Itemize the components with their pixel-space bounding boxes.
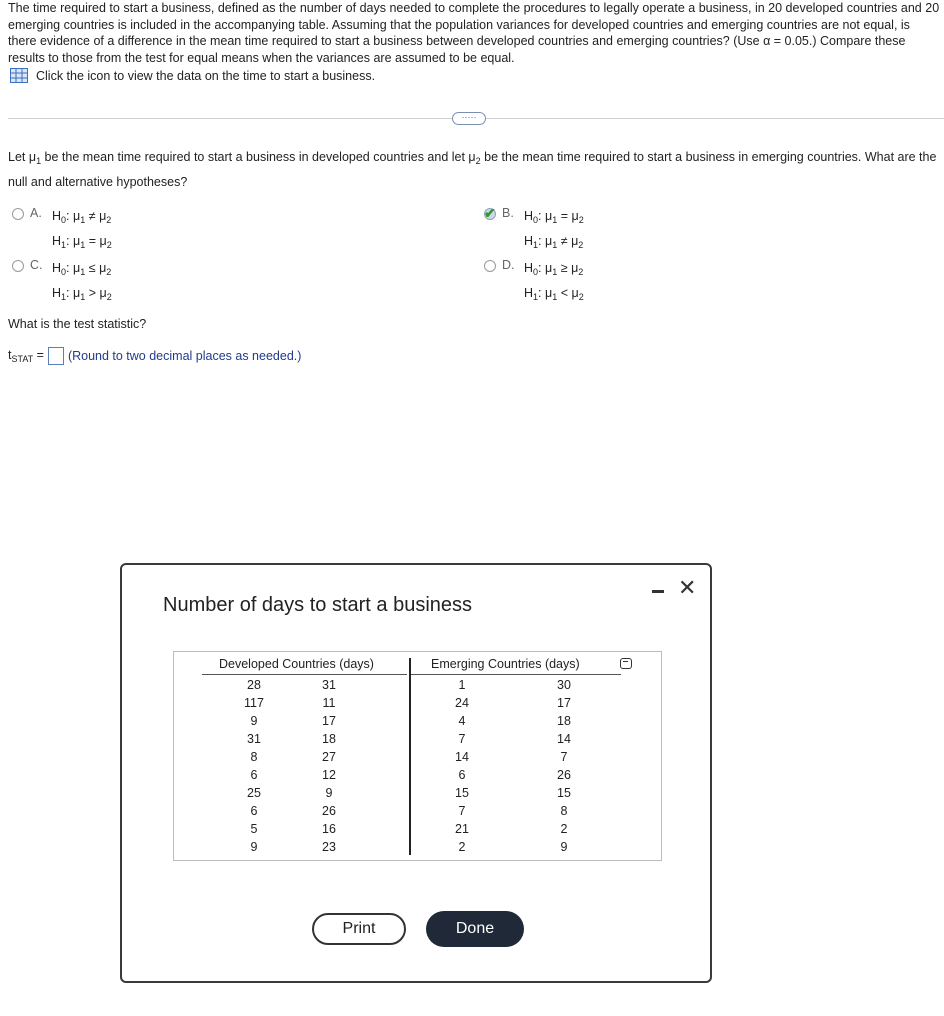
option-b-h0: $H_0$: $\mu_1 = \mu_2$ — [524, 209, 584, 225]
table-cell: 1 — [458, 678, 466, 692]
table-cell: 16 — [322, 822, 336, 836]
table-cell: 23 — [322, 840, 336, 854]
option-a-h0: $H_0$: $\mu_1 \ne \mu_2$ — [52, 209, 112, 225]
table-cell: 30 — [557, 678, 571, 692]
option-b-h1: $H_1$: $\mu_1 \ne \mu_2$ — [524, 234, 584, 250]
emerging-col-1 — [442, 676, 482, 856]
table-cell: 117 — [244, 696, 264, 710]
tstat-label: $t_{STAT}$ = — [8, 348, 44, 364]
table-cell: 14 — [455, 750, 469, 764]
option-c-h1: $H_1$: $\mu_1 > \mu_2$ — [52, 286, 112, 302]
table-cell: 26 — [557, 768, 571, 782]
developed-col-2 — [309, 676, 349, 856]
table-cell: 31 — [247, 732, 261, 746]
table-cell: 8 — [560, 804, 568, 818]
test-statistic-question: What is the test statistic? — [8, 317, 147, 331]
table-cell: 14 — [557, 732, 571, 746]
table-cell: 21 — [455, 822, 469, 836]
table-cell: 6 — [250, 804, 258, 818]
table-cell: 9 — [560, 840, 568, 854]
option-a[interactable]: A. $H_0$: $\mu_1 \ne \mu_2$ $H_1$: $\mu_1 = \mu_2$ — [12, 206, 112, 256]
table-cell: 2 — [458, 840, 466, 854]
table-cell: 7 — [560, 750, 568, 764]
table-cell: 6 — [458, 768, 466, 782]
minimize-icon — [652, 590, 664, 593]
dialog-title: Number of days to start a business — [163, 594, 473, 616]
tstat-row — [8, 347, 301, 365]
header-emerging: Emerging Countries (days) — [431, 657, 580, 671]
print-button[interactable]: Print — [312, 913, 406, 945]
table-cell: 17 — [322, 714, 336, 728]
table-cell: 11 — [322, 696, 336, 710]
table-cell: 7 — [458, 804, 466, 818]
table-cell: 31 — [322, 678, 336, 692]
data-link[interactable] — [10, 68, 375, 83]
minimize-button[interactable] — [650, 582, 666, 598]
tstat-input[interactable] — [48, 347, 64, 365]
table-cell: 8 — [250, 750, 258, 764]
option-b[interactable]: ✔ B. $H_0$: $\mu_1 = \mu_2$ $H_1$: $\mu_1 \ne \mu_2$ — [484, 206, 584, 256]
table-cell: 5 — [250, 822, 258, 836]
table-icon[interactable] — [10, 68, 28, 83]
option-d[interactable]: D. $H_0$: $\mu_1 \ge \mu_2$ $H_1$: $\mu_1 < \mu_2$ — [484, 258, 584, 308]
table-cell: 12 — [322, 768, 336, 782]
done-button[interactable]: Done — [426, 911, 524, 947]
option-c[interactable]: C. $H_0$: $\mu_1 \le \mu_2$ $H_1$: $\mu_1 > \mu_2$ — [12, 258, 112, 308]
radio-b[interactable] — [484, 205, 496, 221]
table-cell: 18 — [557, 714, 571, 728]
checkmark-icon: ✔ — [484, 205, 496, 221]
table-cell: 2 — [560, 822, 568, 836]
header-developed: Developed Countries (days) — [219, 657, 374, 671]
table-cell: 18 — [322, 732, 336, 746]
emerging-col-2 — [544, 676, 584, 856]
table-cell: 7 — [458, 732, 466, 746]
more-button[interactable]: ····· — [452, 112, 486, 125]
table-cell: 17 — [557, 696, 571, 710]
copy-icon[interactable] — [620, 658, 632, 669]
table-cell: 25 — [247, 786, 261, 800]
option-c-h0: $H_0$: $\mu_1 \le \mu_2$ — [52, 261, 112, 277]
table-cell: 15 — [557, 786, 571, 800]
problem-statement: The time required to start a business, defined as the number of days needed to complete the procedures to legally operate a business, in 20 developed countries and 20 emerging countries is included in the accompanying table. Assuming that the population variances for developed countries and emerging countries are not equal, is there evidence of a difference in the mean time required to start a business between developed countries and emerging countries? (Use α = 0.05.) Compare these results to those from the test for equal means when the variances are assumed to be equal. — [8, 1, 940, 65]
data-dialog — [120, 563, 712, 983]
table-cell: 27 — [322, 750, 336, 764]
radio-d[interactable] — [484, 260, 496, 272]
table-cell: 9 — [250, 840, 258, 854]
radio-a[interactable] — [12, 208, 24, 220]
close-button[interactable]: ✕ — [678, 575, 697, 600]
table-cell: 28 — [247, 678, 261, 692]
option-d-h0: $H_0$: $\mu_1 \ge \mu_2$ — [524, 261, 584, 277]
option-d-h1: $H_1$: $\mu_1 < \mu_2$ — [524, 286, 584, 302]
developed-col-1 — [234, 676, 274, 856]
table-cell: 4 — [458, 714, 466, 728]
table-cell: 9 — [250, 714, 258, 728]
data-table — [173, 651, 662, 861]
table-cell: 9 — [325, 786, 333, 800]
table-cell: 6 — [250, 768, 258, 782]
hypothesis-question: Let $\mu_1$ be the mean time required to start a business in developed countries and let $\mu_2$ be the mean time required to start a business in emerging countries. What are the null and alternative hypotheses? — [8, 150, 937, 189]
table-cell: 26 — [322, 804, 336, 818]
option-a-h1: $H_1$: $\mu_1 = \mu_2$ — [52, 234, 112, 250]
data-link-text[interactable]: Click the icon to view the data on the time to start a business. — [36, 68, 376, 83]
table-cell: 15 — [455, 786, 469, 800]
rounding-hint: (Round to two decimal places as needed.) — [67, 349, 302, 363]
radio-c[interactable] — [12, 260, 24, 272]
table-cell: 24 — [455, 696, 469, 710]
